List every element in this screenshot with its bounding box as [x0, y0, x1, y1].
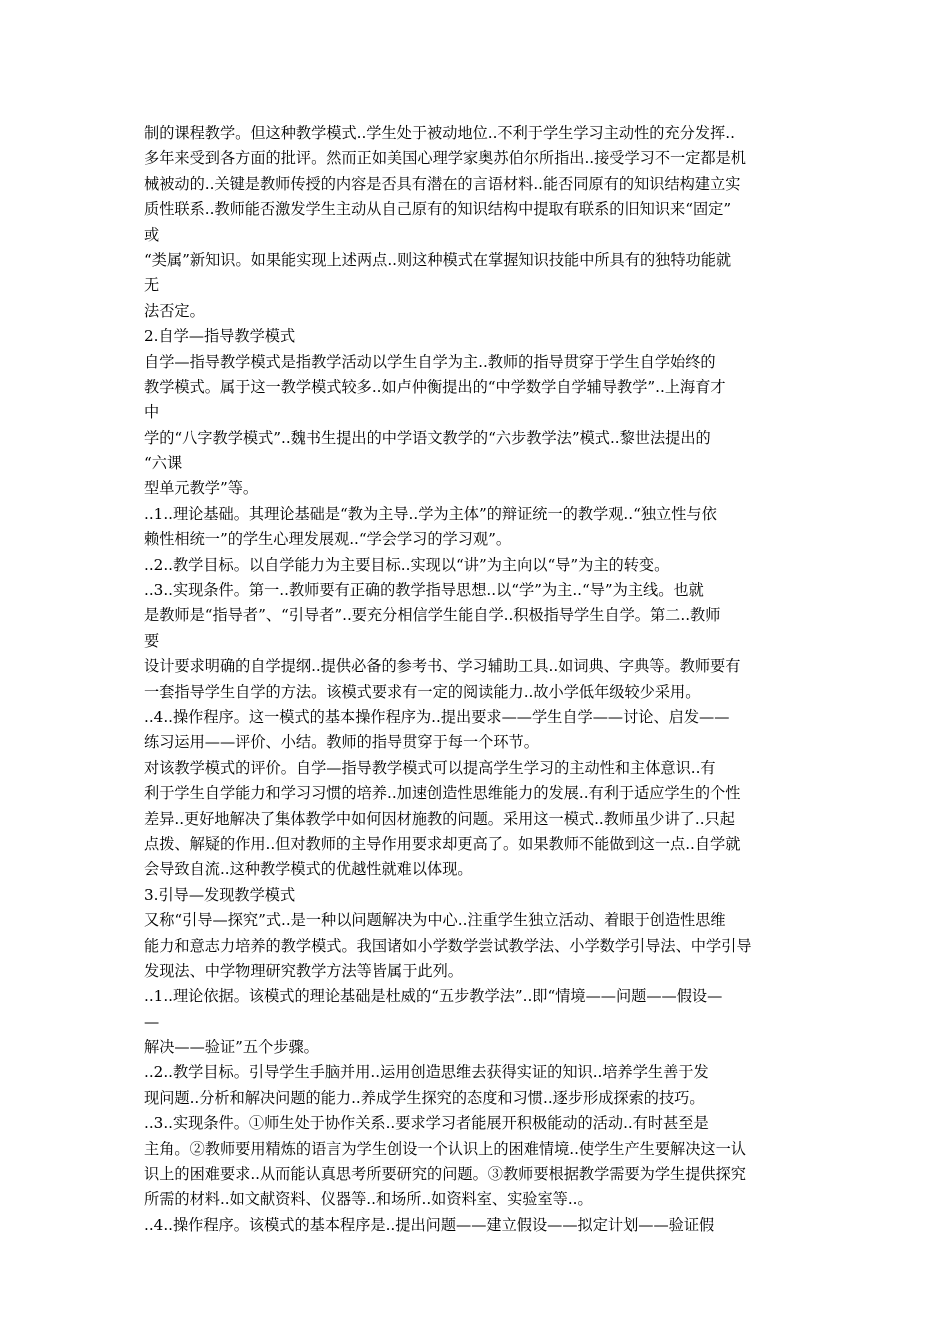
text-line: 现问题..分析和解决问题的能力..养成学生探究的态度和习惯..逐步形成探索的技巧。 — [144, 1088, 705, 1107]
text-line: 对该教学模式的评价。自学—指导教学模式可以提高学生学习的主动性和主体意识..有 — [144, 758, 716, 777]
text-line: 差异..更好地解决了集体教学中如何因材施教的问题。采用这一模式..教师虽少讲了..只起 — [144, 809, 735, 828]
text-line: 中 — [144, 403, 160, 422]
text-line: 自学—指导教学模式是指教学活动以学生自学为主..教师的指导贯穿于学生自学始终的 — [144, 352, 716, 371]
text-line: 所需的材料..如文献资料、仪器等..和场所..如资料室、实验室等..。 — [144, 1190, 593, 1209]
text-line: ..2..教学目标。引导学生手脑并用..运用创造思维去获得实证的知识..培养学生善于发 — [144, 1063, 709, 1082]
text-line: 学的“八字教学模式”..魏书生提出的中学语文教学的“六步教学法”模式..黎世法提出的 — [144, 428, 711, 447]
text-line: ..1..理论基础。其理论基础是“教为主导..学为主体”的辩证统一的教学观..“独立性与依 — [144, 504, 717, 523]
text-line: 要 — [144, 631, 160, 650]
text-line: 制的课程教学。但这种教学模式..学生处于被动地位..不利于学生学习主动性的充分发挥.. — [144, 124, 735, 142]
text-line: 会导致自流..这种教学模式的优越性就难以体现。 — [144, 860, 473, 879]
text-line: 多年来受到各方面的批评。然而正如美国心理学家奥苏伯尔所指出..接受学习不一定都是机 — [144, 149, 746, 168]
text-line: ..3..实现条件。第一..教师要有正确的教学指导思想..以“学”为主..“导”为主线。也就 — [144, 581, 704, 600]
text-line: 质性联系..教师能否激发学生主动从自己原有的知识结构中提取有联系的旧知识来“固定” — [144, 200, 732, 219]
text-line: 发现法、中学物理研究教学方法等皆属于此列。 — [144, 961, 463, 980]
text-line: 利于学生自学能力和学习习惯的培养..加速创造性思维能力的发展..有利于适应学生的个性 — [144, 784, 741, 803]
section-heading: 2.自学—指导教学模式 — [144, 327, 296, 346]
text-line: ..2..教学目标。以自学能力为主要目标..实现以“讲”为主向以“导”为主的转变。 — [144, 555, 670, 574]
text-line: 赖性相统一”的学生心理发展观..“学会学习的学习观”。 — [144, 530, 512, 549]
text-line: 械被动的..关键是教师传授的内容是否具有潜在的言语材料..能否同原有的知识结构建立实 — [144, 174, 741, 193]
text-line: — — [144, 1012, 160, 1031]
text-line: 能力和意志力培养的教学模式。我国诸如小学数学尝试教学法、小学数学引导法、中学引导 — [144, 936, 752, 955]
document-body — [144, 121, 824, 1238]
text-line: “类属”新知识。如果能实现上述两点..则这种模式在掌握知识技能中所具有的独特功能就 — [144, 250, 732, 269]
text-line: 主角。②教师要用精炼的语言为学生创设一个认识上的困难情境..使学生产生要解决这一认 — [144, 1139, 746, 1158]
text-line: 是教师是“指导者”、“引导者”..要充分相信学生能自学..积极指导学生自学。第二..教师 — [144, 606, 721, 625]
text-line: ..3..实现条件。①师生处于协作关系..要求学习者能展开积极能动的活动..有时甚至是 — [144, 1114, 709, 1133]
text-line: 教学模式。属于这一教学模式较多..如卢仲衡提出的“中学数学自学辅导教学”..上海育才 — [144, 377, 726, 396]
text-line: 法否定。 — [144, 301, 205, 320]
text-line: 练习运用——评价、小结。教师的指导贯穿于每一个环节。 — [144, 733, 539, 752]
text-line: 型单元教学”等。 — [144, 479, 259, 498]
text-line: ..4..操作程序。这一模式的基本操作程序为..提出要求——学生自学——讨论、启发—— — [144, 707, 730, 726]
text-line: 点拨、解疑的作用..但对教师的主导作用要求却更高了。如果教师不能做到这一点..自学就 — [144, 834, 741, 853]
text-line: 解决——验证”五个步骤。 — [144, 1038, 319, 1057]
text-line: 识上的困难要求..从而能认真思考所要研究的问题。③教师要根据教学需要为学生提供探究 — [144, 1165, 746, 1184]
text-line: 设计要求明确的自学提纲..提供必备的参考书、学习辅助工具..如词典、字典等。教师要有 — [144, 657, 741, 676]
text-line: ..1..理论依据。该模式的理论基础是杜威的“五步教学法”..即“情境——问题——假设— — [144, 987, 723, 1006]
text-line: 无 — [144, 276, 160, 295]
text-line: 一套指导学生自学的方法。该模式要求有一定的阅读能力..故小学低年级较少采用。 — [144, 682, 701, 701]
text-line: “六课 — [144, 454, 183, 473]
section-heading: 3.引导—发现教学模式 — [144, 885, 296, 904]
text-line: 又称“引导—探究”式..是一种以问题解决为中心..注重学生独立活动、着眼于创造性思维 — [144, 911, 726, 930]
text-line: 或 — [144, 225, 160, 244]
text-line: ..4..操作程序。该模式的基本程序是..提出问题——建立假设——拟定计划——验证假 — [144, 1215, 715, 1234]
